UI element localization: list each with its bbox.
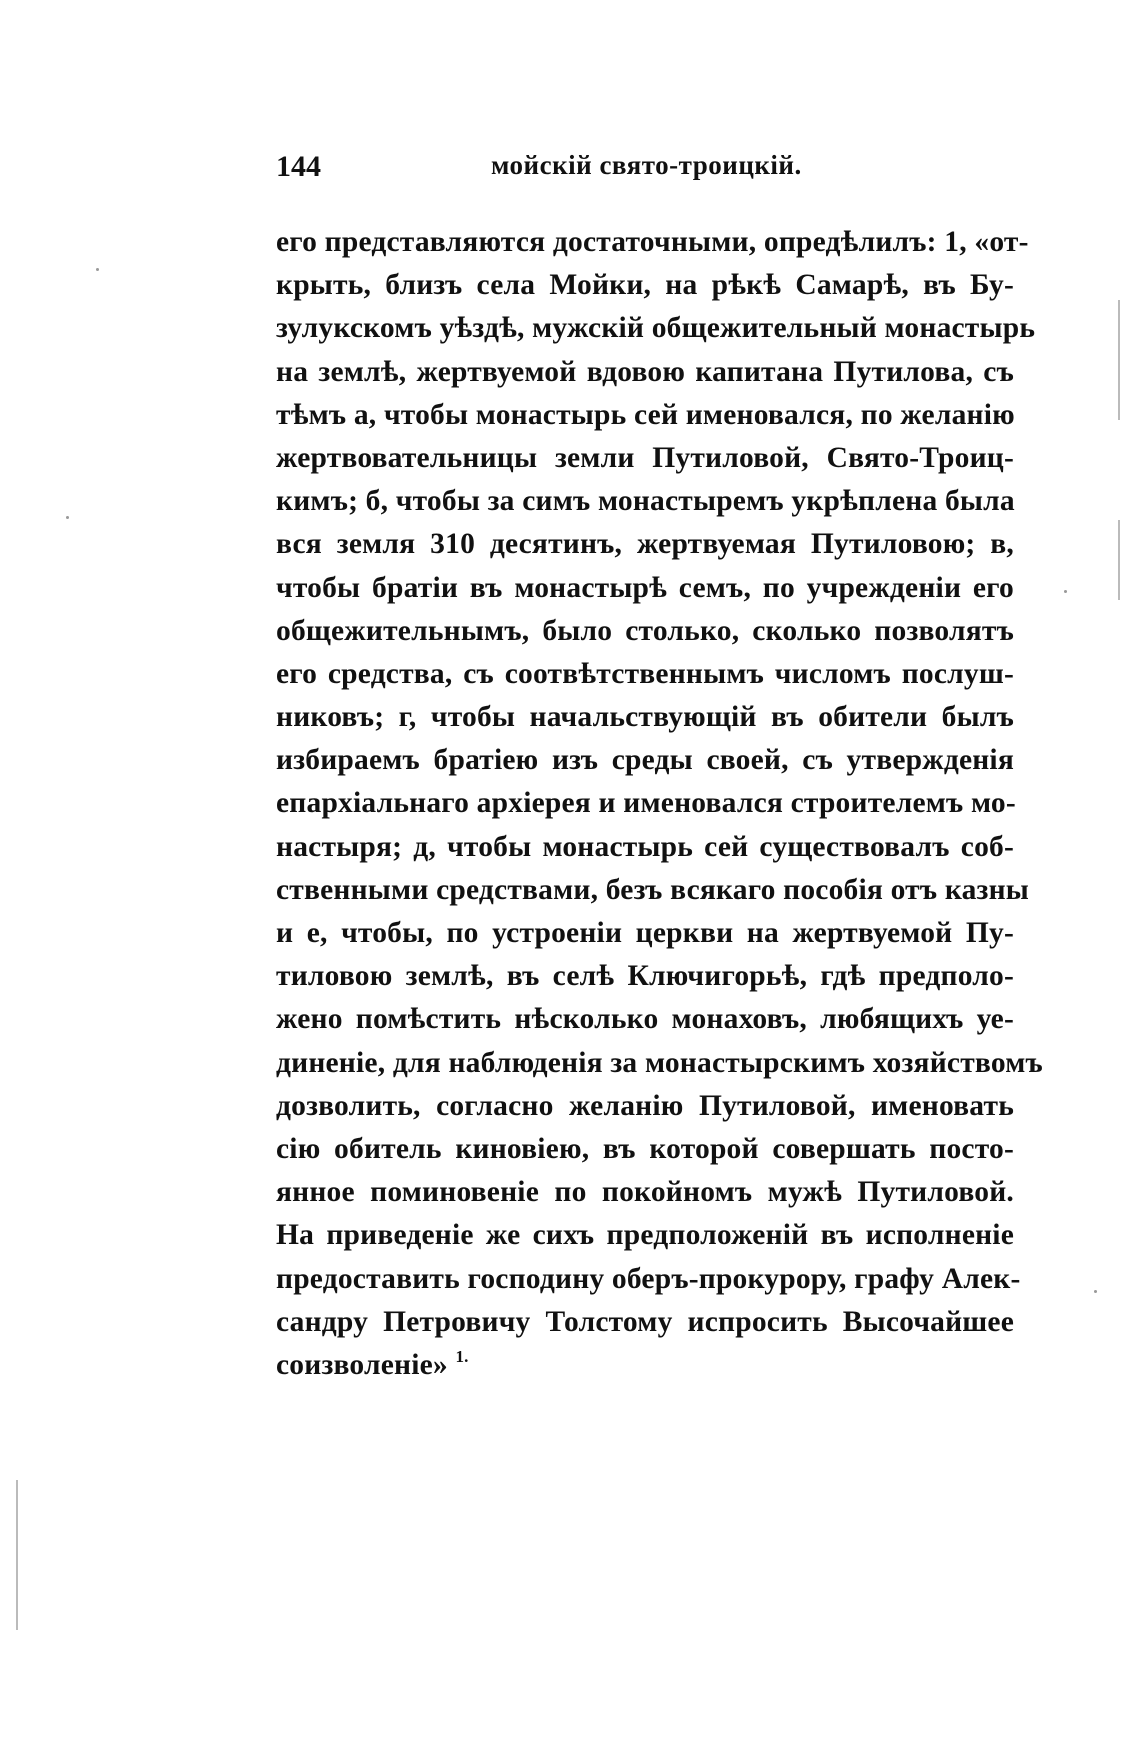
scan-edge-mark bbox=[1118, 300, 1120, 420]
text-line: избираемъ братіею изъ среды своей, съ утвержденія bbox=[276, 744, 1014, 777]
text-line: жено помѣстить нѣсколько монаховъ, любящихъ уе- bbox=[276, 1003, 1014, 1036]
text-line: чтобы братіи въ монастырѣ семъ, по учрежденіи его bbox=[276, 571, 1014, 604]
scan-edge-mark bbox=[1118, 520, 1120, 600]
text-line: его представляются достаточными, опредѣлилъ: 1, «от- bbox=[276, 226, 1029, 258]
text-line: на землѣ, жертвуемой вдовою капитана Путилова, съ bbox=[276, 355, 1014, 388]
text-line: На приведеніе же сихъ предположеній въ исполненіе bbox=[276, 1219, 1014, 1252]
text-line: тѣмъ а, чтобы монастырь сей именовался, по желанію bbox=[276, 398, 1015, 431]
last-line-text: соизволеніе» bbox=[276, 1348, 448, 1381]
text-line: предоставить господину оберъ-прокурору, графу Алек- bbox=[276, 1262, 1021, 1295]
scan-speck bbox=[1064, 590, 1067, 593]
text-line: янное поминовеніе по покойномъ мужѣ Путиловой. bbox=[276, 1176, 1014, 1209]
text-line: диненіе, для наблюденія за монастырскимъ хозяйствомъ bbox=[276, 1046, 1043, 1079]
text-line: ственными средствами, безъ всякаго пособія отъ казны bbox=[276, 873, 1030, 906]
body-text bbox=[276, 221, 1043, 1387]
page-number: 144 bbox=[276, 150, 321, 183]
page-header bbox=[276, 150, 1011, 196]
text-line: кимъ; б, чтобы за симъ монастыремъ укрѣплена была bbox=[276, 485, 1015, 518]
scan-speck bbox=[96, 268, 99, 271]
scan-speck bbox=[66, 516, 69, 519]
text-line: зулукскомъ уѣздѣ, мужскій общежительный монастырь bbox=[276, 312, 1036, 345]
text-line: его средства, съ соотвѣтственнымъ числомъ послуш- bbox=[276, 657, 1014, 690]
text-line: дозволить, согласно желанію Путиловой, именовать bbox=[276, 1089, 1014, 1122]
text-line: тиловою землѣ, въ селѣ Ключигорьѣ, гдѣ предполо- bbox=[276, 960, 1014, 993]
text-line: жертвовательницы земли Путиловой, Свято-Троиц- bbox=[276, 441, 1014, 474]
text-line: вся земля 310 десятинъ, жертвуемая Путиловою; в, bbox=[276, 528, 1014, 561]
scan-edge-mark bbox=[16, 1480, 18, 1630]
text-line: и е, чтобы, по устроеніи церкви на жертвуемой Пу- bbox=[276, 917, 1014, 949]
scan-speck bbox=[1094, 1290, 1097, 1293]
text-line: настыря; д, чтобы монастырь сей существовалъ соб- bbox=[276, 830, 1014, 863]
text-line: общежительнымъ, было столько, сколько позволятъ bbox=[276, 614, 1014, 647]
running-title: мойскій свято-троицкій. bbox=[491, 150, 802, 180]
text-line: сію обитель киновіею, въ которой совершать посто- bbox=[276, 1132, 1014, 1165]
text-line: епархіальнаго архіерея и именовался строителемъ мо- bbox=[276, 787, 1016, 820]
text-line: крыть, близъ села Мойки, на рѣкѣ Самарѣ, въ Бу- bbox=[276, 269, 1014, 302]
text-line: сандру Петровичу Толстому испросить Высочайшее bbox=[276, 1305, 1014, 1338]
text-line-last bbox=[276, 1344, 1014, 1387]
footnote-reference: 1. bbox=[455, 1346, 469, 1366]
text-line: никовъ; г, чтобы начальствующій въ обители былъ bbox=[276, 701, 1014, 734]
